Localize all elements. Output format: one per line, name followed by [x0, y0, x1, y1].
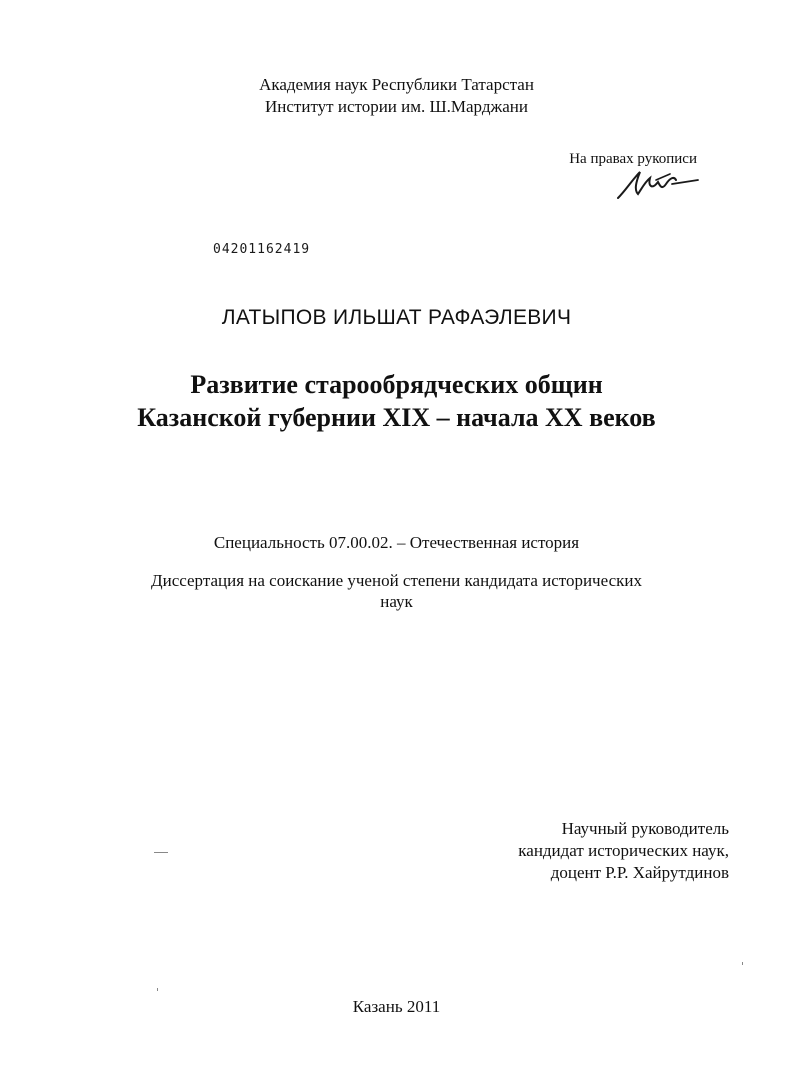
thesis-title-line-1: Развитие старообрядческих общин	[190, 370, 603, 399]
degree-line-1: Диссертация на соискание ученой степени кандидата исторических	[151, 571, 642, 590]
author-name: ЛАТЫПОВ ИЛЬШАТ РАФАЭЛЕВИЧ	[221, 306, 572, 329]
organization-name: Академия наук Республики Татарстан	[259, 75, 534, 94]
institute-name: Институт истории им. Ш.Марджани	[265, 97, 528, 116]
rights-note: На правах рукописи	[569, 151, 697, 167]
specialty: Специальность 07.00.02. – Отечественная история	[213, 533, 580, 552]
supervisor-block	[518, 818, 729, 884]
scan-mark	[742, 962, 743, 965]
supervisor-role: Научный руководитель	[561, 819, 729, 838]
scan-mark	[154, 852, 168, 853]
supervisor-name: доцент Р.Р. Хайрутдинов	[550, 863, 729, 882]
registry-number: 04201162419	[213, 242, 311, 257]
signature	[612, 168, 702, 202]
degree-line-2: наук	[380, 592, 413, 611]
supervisor-degree: кандидат исторических наук,	[518, 841, 729, 860]
city-year: Казань 2011	[352, 997, 441, 1016]
thesis-title-line-2: Казанской губернии XIX – начала XX веков	[137, 403, 656, 432]
scan-mark	[157, 988, 158, 991]
